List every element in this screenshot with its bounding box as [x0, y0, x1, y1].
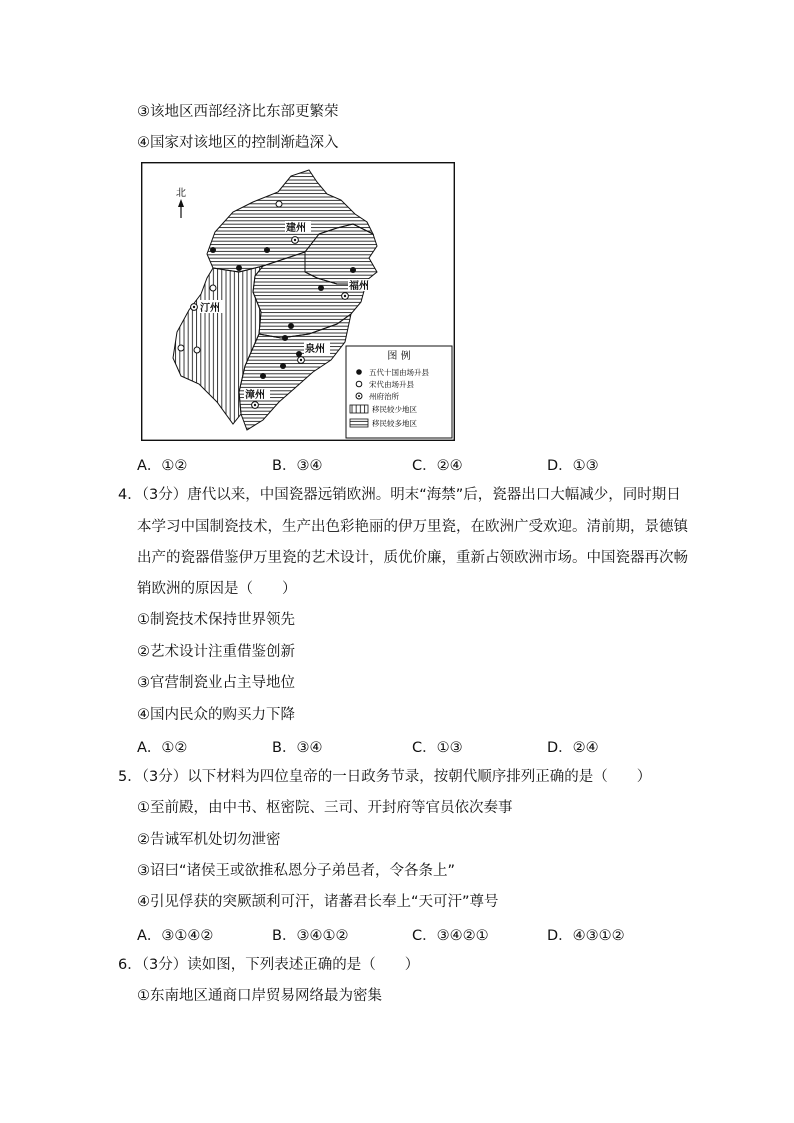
option-d[interactable]: D．④③①②	[547, 928, 625, 944]
q3-item-4: ④国家对该地区的控制渐趋深入	[137, 135, 339, 151]
q5-item-1: ①至前殿，由中书、枢密院、三司、开封府等官员依次奏事	[137, 800, 513, 816]
option-c[interactable]: C．①③	[412, 740, 463, 756]
q4-item-2: ②艺术设计注重借鉴创新	[137, 644, 295, 660]
city-label-jianzhou: 建州	[286, 223, 306, 234]
q4-stem-line: 出产的瓷器借鉴伊万里瓷的艺术设计，质优价廉，重新占领欧洲市场。中国瓷器再次畅	[137, 550, 688, 566]
q5-stem: 5．（3分）以下材料为四位皇帝的一日政务节录，按朝代顺序排列正确的是（ ）	[118, 769, 652, 785]
q4-item-3: ③官营制瓷业占主导地位	[137, 675, 295, 691]
option-c[interactable]: C．②④	[412, 458, 463, 474]
legend-item: 州府治所	[369, 392, 399, 401]
map-legend	[346, 346, 452, 438]
city-label-zhangzhou: 漳州	[245, 390, 265, 401]
hollow-dot-icon	[356, 381, 362, 387]
q4-item-4: ④国内民众的购买力下降	[137, 707, 295, 723]
legend-item: 五代十国由场升县	[369, 368, 429, 377]
city-label-quanzhou: 泉州	[305, 344, 325, 355]
north-label: 北	[176, 188, 186, 199]
option-a[interactable]: A．①②	[137, 458, 188, 474]
q6-item-1: ①东南地区通商口岸贸易网络最为密集	[137, 988, 382, 1004]
option-b[interactable]: B．③④	[272, 740, 323, 756]
q5-item-3: ③诏曰“诸侯王或欲推私恩分子弟邑者，令各条上”	[137, 863, 456, 879]
city-label-tingzhou: 汀州	[200, 303, 220, 314]
legend-item: 宋代由场升县	[369, 380, 414, 389]
option-c[interactable]: C．③④②①	[412, 928, 489, 944]
filled-dot-icon	[356, 369, 362, 375]
q3-options	[137, 454, 697, 474]
option-b[interactable]: B．③④①②	[272, 928, 349, 944]
city-label-fuzhou: 福州	[349, 281, 369, 292]
q5-item-4: ④引见俘获的突厥颉利可汗，诸蕃君长奉上“天可汗”尊号	[137, 894, 499, 910]
legend-item: 移民较少地区	[372, 405, 417, 414]
vertical-stripe-swatch-icon	[350, 405, 368, 413]
q4-stem-line: 本学习中国制瓷技术，生产出色彩艳丽的伊万里瓷，在欧洲广受欢迎。清前期，景德镇	[137, 519, 688, 535]
q3-item-3: ③该地区西部经济比东部更繁荣	[137, 104, 339, 120]
option-a[interactable]: A．③①④②	[137, 928, 214, 944]
horizontal-stripe-swatch-icon	[350, 419, 368, 427]
q6-stem: 6．（3分）读如图，下列表述正确的是（ ）	[118, 957, 420, 973]
legend-title: 图 例	[387, 351, 411, 362]
q4-item-1: ①制瓷技术保持世界领先	[137, 612, 295, 628]
legend-item: 移民较多地区	[372, 419, 417, 428]
q5-item-2: ②告诫军机处切勿泄密	[137, 832, 281, 848]
option-d[interactable]: D．②④	[547, 740, 599, 756]
fujian-migration-map	[141, 162, 455, 441]
q5-options	[137, 924, 697, 944]
q4-options	[137, 736, 697, 756]
option-d[interactable]: D．①③	[547, 458, 599, 474]
q4-stem-line: 销欧洲的原因是（ ）	[137, 581, 297, 597]
option-a[interactable]: A．①②	[137, 740, 188, 756]
option-b[interactable]: B．③④	[272, 458, 323, 474]
q4-stem: 4．（3分）唐代以来，中国瓷器远销欧洲。明末“海禁”后，瓷器出口大幅减少，同时期日	[118, 487, 681, 503]
